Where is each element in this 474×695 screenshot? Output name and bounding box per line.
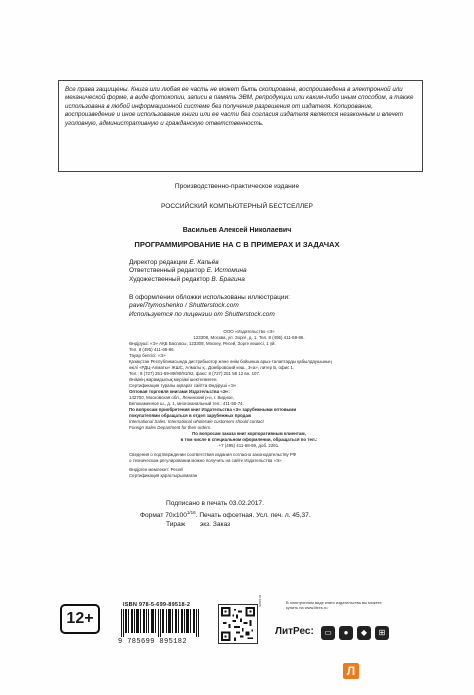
staff-line: Директор редакции Е. Капьёв xyxy=(129,259,219,266)
illustration-credits: В оформлении обложки использованы иллюстрации: pavel7tymoshenko / Shutterstock.com Используется по лицензии от Shutterstock.com xyxy=(129,294,290,318)
rights-notice: Все права защищены. Книга или любая ее часть не может быть скопирована, воспроизведена в электронной или механической форме, в виде фотокопии, записи в память ЭВМ, репродукции или каким-либо иным способом, а также использована в любой информационной системе без получения разрешения от издателя. Копирование, воспроизведение и иное использование книги или ее части без согласия издателя является незаконным и влечет уголовную, административную и гражданскую ответственность. xyxy=(58,80,423,172)
book-title: ПРОГРАММИРОВАНИЕ НА С В ПРИМЕРАХ И ЗАДАЧАХ xyxy=(134,240,340,249)
run-line: Тираж экз. Заказ xyxy=(166,520,231,528)
format-line: Формат $70x100^{1/16}$. Печать офсетная. Усл. печ. л. 45,37. xyxy=(140,509,311,519)
age-rating-badge: 12+ xyxy=(60,604,100,634)
android-icon: ● xyxy=(339,626,353,640)
barcode xyxy=(121,609,201,637)
series-name: РОССИЙСКИЙ КОМПЬЮТЕРНЫЙ БЕСТСЕЛЛЕР xyxy=(161,203,313,210)
isbn: ISBN 978-5-699-89518-2 xyxy=(123,602,191,608)
litres-logo[interactable]: ЛитРес: xyxy=(275,626,314,637)
publisher-logo-icon: Л xyxy=(343,663,359,679)
barcode-number: 9 785699 895182 xyxy=(118,638,188,646)
edition-genre: Производственно-практическое издание xyxy=(174,183,300,190)
publisher-info: ООО «Издательство «Э» 123308, Москва, ул. Зорге, д. 1. Тел. 8 (495) 411-68-86. Өндіруші: «Э» АҚБ Баспасы, 123308, Мәскеу, Ресей, Зорге көшесі, 1 үй. Тел. 8 (495) 411-68-86. Тауар белгісі: «Э» Қазақстан Республикасында дистрибьютор және өнім бойынша арыз-талаптарды қабылдаушының өкілі «РДЦ-Алматы» ЖШС, Алматы қ., Домбровский көш., 3«а», литер Б, офис 1. Тел.: 8 (727) 251-59-89/90/91/92, факс: 8 (727) 251 58 12 вн. 107. Өнімнің жарамдылық мерзімі шектелмеген. Сертификация туралы ақпарат сайтта Өндіруші «Э» Оптовая торговля книгами Издательства «Э»: 142700, Московская обл., Ленинский р-н, г. Видное, Белокаменное ш., д. 1, многоканальный тел.: 411-50-74. По вопросам приобретения книг Издательства «Э» зарубежными оптовыми покупателями обращаться в отдел зарубежных продаж International Sales: International wholesale customers should contact Foreign Sales Department for their orders. По вопросам заказа книг корпоративным клиентам, в том числе в специальном оформлении, обращаться по тел.: +7 (495) 411-68-59, доб. 2261. Сведения о подтверждении соответствия издания согласно законодательству РФ о техническом регулировании можно получить на сайте Издательства «Э» Өндірген мемлекет: Ресей Сертификация қарастырылмаған xyxy=(129,329,332,478)
qr-code[interactable] xyxy=(218,604,258,644)
author-name: Васильев Алексей Николаевич xyxy=(182,227,292,234)
editorial-staff xyxy=(129,259,389,284)
windows-icon: ⊞ xyxy=(375,626,389,640)
ebook-promo: В электронном виде книги издательства вы можете купить на www.litres.ru xyxy=(286,600,382,610)
apple-icon: ◆ xyxy=(357,626,371,640)
staff-line: Художественный редактор В. Брагина xyxy=(129,275,245,283)
qr-caption: ozon.ru xyxy=(258,595,262,607)
print-data: Подписано в печать 03.02.2017. Формат $70x100^{1/16}$. Печать офсетная. Усл. печ. л. 45,37. Тираж экз. Заказ xyxy=(140,500,400,530)
store-icons xyxy=(321,626,389,640)
ebook-reader-icon: ▭ xyxy=(321,626,335,640)
staff-line: Ответственный редактор Е. Истомина xyxy=(129,267,247,275)
